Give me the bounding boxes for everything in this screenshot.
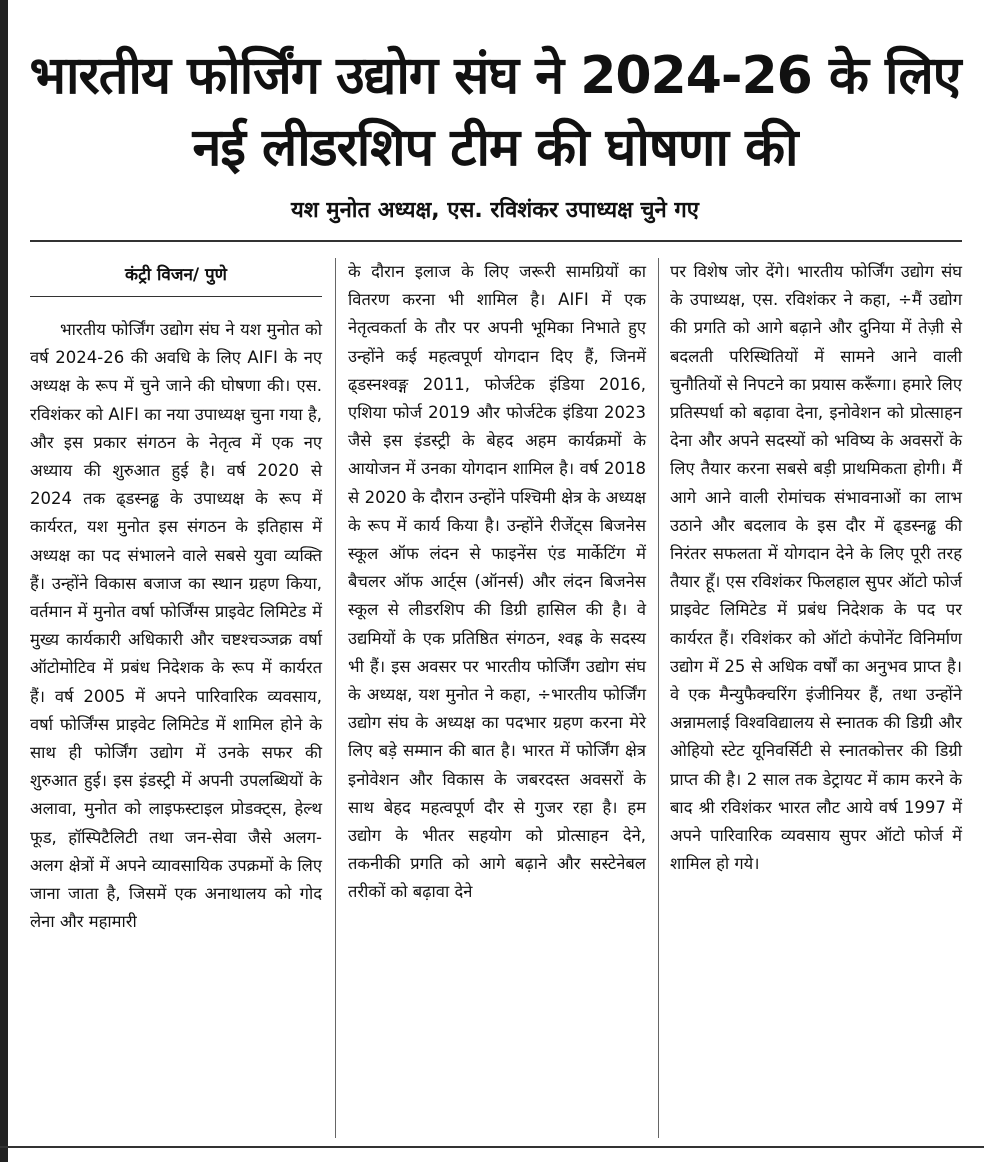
- page-bottom-rule: [0, 1146, 984, 1148]
- article-column-1: भारतीय फोर्जिंग उद्योग संघ ने यश मुनोत को वर्ष 2024-26 की अवधि के लिए AIFI के नए अध्यक्ष के रूप में चुने जाने की घोषणा की। एस. रविशंकर को AIFI का नया उपाध्यक्ष चुना गया है, और इस प्रकार संगठन के नेतृत्व में एक नए अध्याय की शुरुआत हुई है। वर्ष 2020 से 2024 तक ढ्डस्नढ्ढ के उपाध्यक्ष के रूप में कार्यरत, यश मुनोत इस संगठन के इतिहास में अध्यक्ष का पद संभालने वाले सबसे युवा व्यक्ति हैं। उन्होंने विकास बजाज का स्थान ग्रहण किया, वर्तमान में मुनोत वर्षा फोर्जिंग्स प्राइवेट लिमिटेड में मुख्य कार्यकारी अधिकारी और चष्टश्चञ्जक्र वर्षा ऑटोमोटिव में प्रबंध निदेशक के रूप में कार्यरत हैं। वर्ष 2005 में अपने पारिवारिक व्यवसाय, वर्षा फोर्जिंग्स प्राइवेट लिमिटेड में शामिल होने के साथ ही फोर्जिंग उद्योग में उनके सफर की शुरुआत हुई। इस इंडस्ट्री में अपनी उपलब्धियों के अलावा, मुनोत को लाइफस्टाइल प्रोडक्ट्स, हेल्थ फूड, हॉस्पिटैलिटी तथा जन-सेवा जैसे अलग-अलग क्षेत्रों में अपने व्यावसायिक उपक्रमों के लिए जाना जाता है, जिसमें एक अनाथालय को गोद लेना और महामारी: [30, 320, 322, 932]
- article-column-3: पर विशेष जोर देंगे। भारतीय फोर्जिंग उद्योग संघ के उपाध्यक्ष, एस. रविशंकर ने कहा, ÷मैं उद्योग की प्रगति को आगे बढ़ाने और दुनिया में तेज़ी से बदलती परिस्थितियों में सामने आने वाली चुनौतियों से निपटने का प्रयास करूँगा। हमारे लिए प्रतिस्पर्धा को बढ़ावा देना, इनोवेशन को प्रोत्साहन देना और अपने सदस्यों को भविष्य के अवसरों के लिए तैयार करना सबसे बड़ी प्राथमिकता होगी। मैं आगे आने वाली रोमांचक संभावनाओं का लाभ उठाने और बदलाव के इस दौर में ढ्डस्नढ्ढ की निरंतर सफलता में योगदान देने के लिए पूरी तरह तैयार हूँ। एस रविशंकर फिलहाल सुपर ऑटो फोर्ज प्राइवेट लिमिटेड में प्रबंध निदेशक के पद पर कार्यरत हैं। रविशंकर को ऑटो कंपोनेंट विनिर्माण उद्योग में 25 से अधिक वर्षों का अनुभव प्राप्त है। वे एक मैन्युफैक्चरिंग इंजीनियर हैं, तथा उन्होंने अन्नामलाई विश्वविद्यालय से स्नातक की डिग्री और ओहियो स्टेट यूनिवर्सिटी से स्नातकोत्तर की डिग्री प्राप्त की है। 2 साल तक डेट्रायट में काम करने के बाद श्री रविशंकर भारत लौट आये वर्ष 1997 में अपने पारिवारिक व्यवसाय सुपर ऑटो फोर्ज में शामिल हो गये।: [670, 262, 962, 874]
- column-divider: [658, 258, 659, 1138]
- headline-divider: [30, 240, 962, 242]
- article-column-2: के दौरान इलाज के लिए जरूरी सामग्रियों का वितरण करना भी शामिल है। AIFI में एक नेतृत्वकर्ता के तौर पर अपनी भूमिका निभाते हुए उन्होंने कई महत्वपूर्ण योगदान दिए हैं, जिनमें ढ्डस्नश्वङ्ग 2011, फोर्जटेक इंडिया 2016, एशिया फोर्ज 2019 और फोर्जटेक इंडिया 2023 जैसे इस इंडस्ट्री के बेहद अहम कार्यक्रमों के आयोजन में उनका योगदान शामिल है। वर्ष 2018 से 2020 के दौरान उन्होंने पश्चिमी क्षेत्र के अध्यक्ष के रूप में कार्य किया है। उन्होंने रीजेंट्स बिजनेस स्कूल ऑफ लंदन से फाइनेंस एंड मार्केटिंग में बैचलर ऑफ आर्ट्स (ऑनर्स) और लंदन बिजनेस स्कूल से लीडरशिप की डिग्री हासिल की है। वे उद्यमियों के एक प्रतिष्ठित संगठन, श्वह्र के सदस्य भी हैं। इस अवसर पर भारतीय फोर्जिंग उद्योग संघ के अध्यक्ष, यश मुनोत ने कहा, ÷भारतीय फोर्जिंग उद्योग संघ के अध्यक्ष का पदभार ग्रहण करना मेरे लिए बड़े सम्मान की बात है। भारत में फोर्जिंग क्षेत्र इनोवेशन और विकास के जबरदस्त अवसरों के साथ बेहद महत्वपूर्ण दौर से गुजर रहा है। हम उद्योग के भीतर सहयोग को प्रोत्साहन देने, तकनीकी प्रगति को आगे बढ़ाने और सस्टेनेबल तरीकों को बढ़ावा देने: [348, 262, 646, 902]
- byline: कंट्री विजन/ पुणे: [125, 265, 227, 285]
- page-left-border: [0, 0, 8, 1162]
- byline-divider: [30, 296, 322, 297]
- column-divider: [335, 258, 336, 1138]
- subheadline: यश मुनोत अध्यक्ष, एस. रविशंकर उपाध्यक्ष चुने गए: [291, 198, 699, 223]
- headline: भारतीय फोर्जिंग उद्योग संघ ने 2024-26 के लिए नई लीडरशिप टीम की घोषणा की: [29, 46, 961, 178]
